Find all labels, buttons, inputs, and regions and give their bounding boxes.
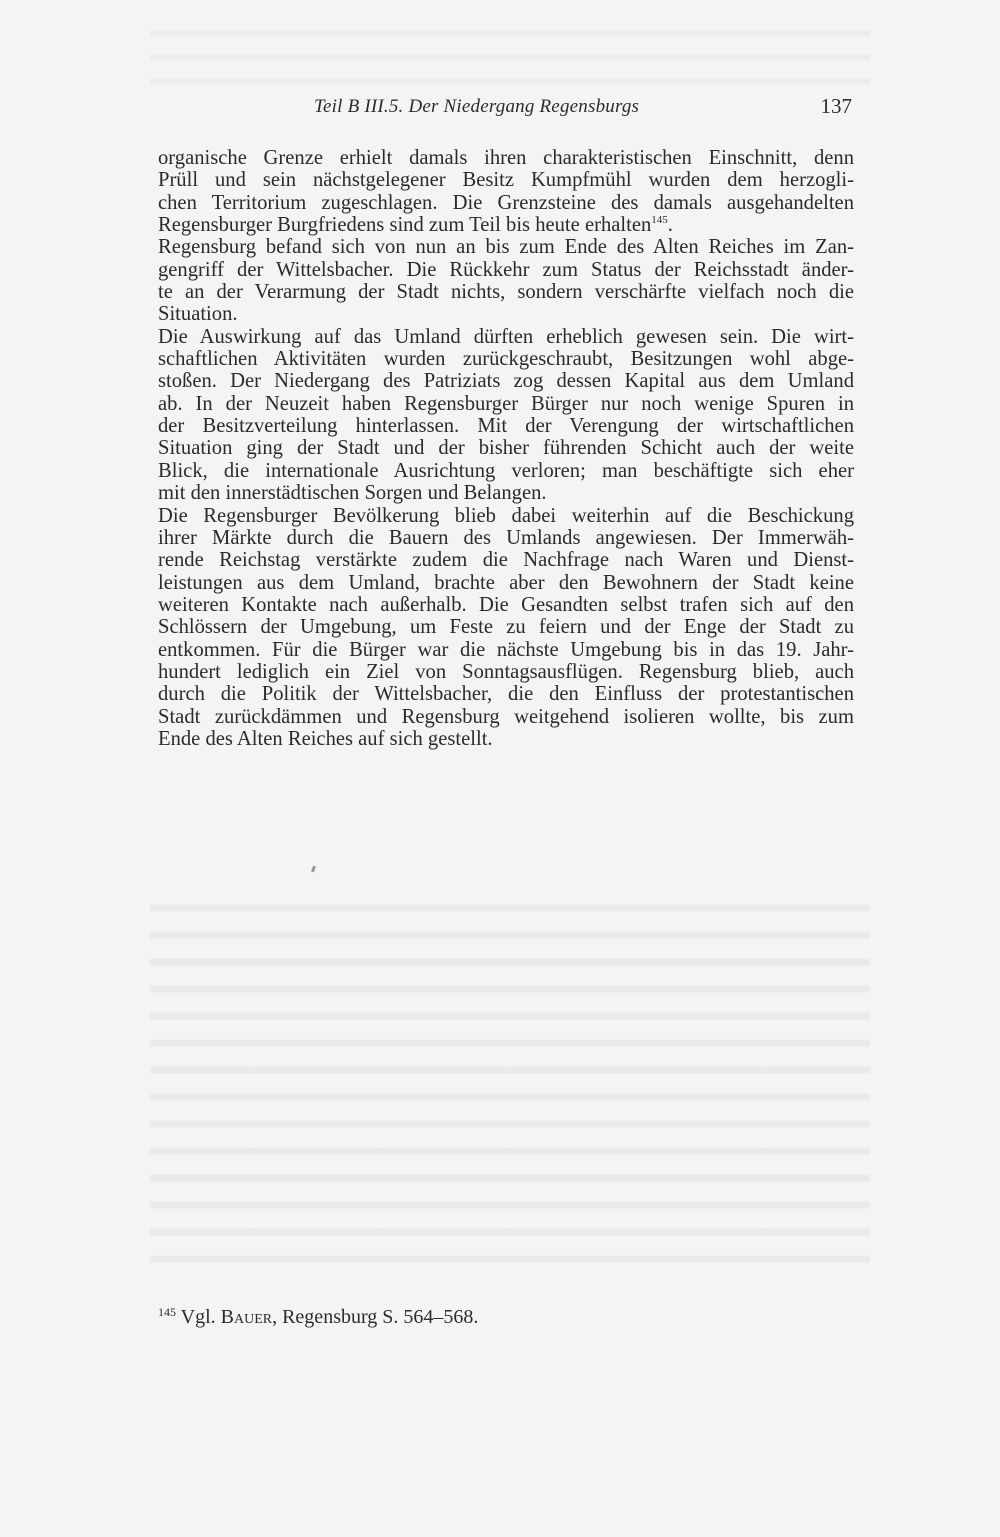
text-line: ab. In der Neuzeit haben Regensburger Bürger nur noch wenige Spuren in <box>158 392 854 415</box>
footnote-citation: , Regensburg S. 564–568. <box>272 1306 479 1328</box>
text-line: der Besitzverteilung hinterlassen. Mit der Verengung der wirtschaftlichen <box>158 415 854 438</box>
footnote-reference[interactable]: 145 <box>651 214 668 227</box>
page-header <box>158 96 852 128</box>
text-fragment: Regensburger Burgfriedens sind zum Teil bis heute erhalten <box>158 214 652 237</box>
footnote-number: 145 <box>158 1305 176 1319</box>
text-line: te an der Verarmung der Stadt nichts, sondern verschärfte vielfach noch die <box>158 281 854 304</box>
text-line: hundert lediglich ein Ziel von Sonntagsausflügen. Regensburg blieb, auch <box>158 660 854 683</box>
text-line: Blick, die internationale Ausrichtung verloren; man beschäftigte sich eher <box>158 459 854 482</box>
text-line: rende Reichstag verstärkte zudem die Nachfrage nach Waren und Dienst- <box>158 549 854 572</box>
text-line: mit den innerstädtischen Sorgen und Belangen. <box>158 482 547 505</box>
text-line: Die Auswirkung auf das Umland dürften erheblich gewesen sein. Die wirt- <box>158 325 854 348</box>
print-speck <box>311 866 316 873</box>
text-line: Prüll und sein nächstgelegener Besitz Kumpfmühl wurden dem herzogli- <box>158 169 854 192</box>
text-line: schaftlichen Aktivitäten wurden zurückgeschraubt, Besitzungen wohl abge- <box>158 348 854 371</box>
text-line: stoßen. Der Niedergang des Patriziats zog dessen Kapital aus dem Umland <box>158 370 854 393</box>
page-number: 137 <box>820 94 852 118</box>
text-line: Die Regensburger Bevölkerung blieb dabei weiterhin auf die Beschickung <box>158 504 854 527</box>
footnote-prefix: Vgl. <box>180 1306 221 1328</box>
text-line: durch die Politik der Wittelsbacher, die den Einfluss der protestantischen <box>158 683 854 706</box>
text-line: leistungen aus dem Umland, brachte aber den Bewohnern der Stadt keine <box>158 571 854 594</box>
body-text <box>158 147 854 750</box>
text-line: weiteren Kontakte nach außerhalb. Die Gesandten selbst trafen sich auf den <box>158 593 854 616</box>
text-line <box>158 214 854 236</box>
footnote <box>158 1305 478 1329</box>
footnote-author: Bauer <box>220 1306 273 1328</box>
text-line: ihrer Märkte durch die Bauern des Umlands angewiesen. Der Immerwäh- <box>158 526 854 549</box>
text-fragment: . <box>667 214 673 237</box>
bleed-through-top <box>150 18 870 88</box>
running-title: Teil B III.5. Der Niedergang Regensburgs <box>314 96 640 117</box>
text-line: Regensburg befand sich von nun an bis zum Ende des Alten Reiches im Zan- <box>158 236 854 259</box>
text-line: entkommen. Für die Bürger war die nächste Umgebung bis in das 19. Jahr- <box>158 638 854 661</box>
text-line: gengriff der Wittelsbacher. Die Rückkehr zum Status der Reichsstadt änder- <box>158 258 854 281</box>
text-line: Ende des Alten Reiches auf sich gestellt. <box>158 727 493 750</box>
bleed-through-reverse-page <box>150 890 870 1270</box>
text-line: organische Grenze erhielt damals ihren charakteristischen Einschnitt, denn <box>158 147 854 169</box>
text-line: Stadt zurückdämmen und Regensburg weitgehend isolieren wollte, bis zum <box>158 705 854 728</box>
text-line: Schlössern der Umgebung, um Feste zu feiern und der Enge der Stadt zu <box>158 616 854 639</box>
text-line: Situation. <box>158 303 238 326</box>
text-line: Situation ging der Stadt und der bisher führenden Schicht auch der weite <box>158 437 854 460</box>
text-line: chen Territorium zugeschlagen. Die Grenzsteine des damals ausgehandelten <box>158 191 854 214</box>
